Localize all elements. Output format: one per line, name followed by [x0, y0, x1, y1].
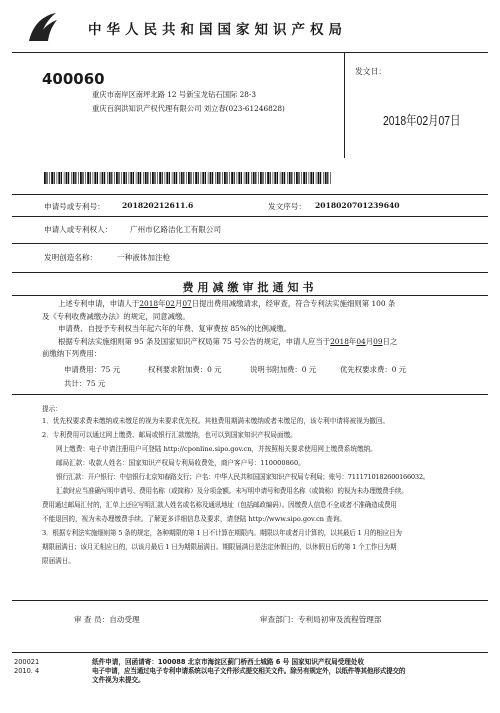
- examiner: 审 查 员：自动受理: [74, 615, 140, 624]
- footer-line-1: 纸件申请，回函请寄：100088 北京市海淀区蓟门桥西土城路 6 号 国家知识产权局受理处收: [92, 658, 365, 666]
- footer-code-1: 200021: [14, 658, 40, 666]
- send-date-divider: [344, 52, 345, 158]
- document-title: 费用减缴审批通知书: [182, 281, 318, 294]
- note-2-web: 网上缴费：电子申请注册用户可登陆 http://cponline.sipo.gov.cn，并按照相关要求使用网上缴费系统缴纳。: [56, 445, 377, 453]
- info-rule-1: [12, 194, 488, 195]
- serial-label: 发文序号：: [268, 202, 306, 211]
- note-3-line-3: 限届满日。: [42, 557, 75, 565]
- examiner-rule-bottom: [12, 652, 488, 653]
- info-rule-3: [12, 243, 488, 244]
- application-number: 201820212611.6: [122, 201, 194, 210]
- examiner-rule-top: [12, 600, 488, 601]
- footer-code-2: 2010. 4: [14, 667, 40, 675]
- fee-application: 申请费用：75 元: [64, 365, 121, 374]
- barcode: [44, 172, 334, 184]
- invention-label: 发明创造名称：: [44, 253, 98, 262]
- paragraph-2: 申请费、自授予专利权当年起六年的年费、复审费按 85%的比例减缴。: [58, 324, 292, 333]
- footer-line-3: 文件视为未提交。: [92, 676, 145, 684]
- footer-line-2: 电子申请，应当通过电子专利申请系统以电子文件形式提交相关文件。除另有规定外，以纸件等其他形式提交的: [92, 667, 406, 675]
- applicant-name: 广州市亿路洁化工有限公司: [130, 225, 222, 234]
- examining-department: 审查部门：专利局初审及流程管理部: [260, 615, 382, 624]
- fee-priority: 优先权要求费：0 元: [340, 365, 407, 374]
- fees-rule: [12, 394, 488, 395]
- note-1: 1．优先权要求费未缴纳或未缴足的视为未要求优先权。其他费用期满未缴纳或者未缴足的，该专利申请将被视为撤回。: [42, 417, 390, 425]
- fee-description: 说明书附加费：0 元: [250, 365, 317, 374]
- address-line-2: 重庆百润洪知识产权代理有限公司 刘立春(023-61246828): [92, 104, 285, 113]
- paragraph-3-line-2: 前缴纳下列费用：: [42, 349, 102, 358]
- note-2-remark-2: 费用通过邮局汇付的，汇单上还应写明汇款人姓名或名称及通讯地址（包括邮政编码）。因缴费人信息不全或者不准确造成费用: [42, 501, 397, 509]
- note-2-remark-1: 汇款时应当准确写明申请号、费用名称（或简称）及分项金额。未写明申请号和费用名称（或简称）的视为未办理缴费手续。: [56, 487, 408, 495]
- info-rule-2: [12, 216, 488, 217]
- fee-total: 共计：75 元: [64, 379, 106, 388]
- paragraph-1: 上述专利申请，申请人于2018年02月07日提出费用减缴请求，经审查，符合专利法实施细则第 100 条: [58, 299, 396, 308]
- header-title: 中华人民共和国国家知识产权局: [88, 22, 347, 38]
- paragraph-1-line-2: 及《专利收费减缴办法》的规定，同意减缴。: [42, 311, 190, 321]
- sipo-logo-icon: [26, 10, 60, 44]
- fee-claims: 权利要求附加费：0 元: [148, 365, 222, 374]
- application-number-label: 申请号或专利号：: [44, 202, 105, 211]
- note-3-line-1: 3．根据专利法实施细则第 5 条的规定，各种期限的第 1 日不计算在期限内。期限以年或者月计算的，以其最后 1 月的相应日为: [42, 529, 402, 537]
- title-rule: [12, 295, 488, 296]
- serial-number: 2018020701239640: [315, 201, 400, 210]
- note-2-post: 邮局汇款：收款人姓名：国家知识产权局专利局收费处，商户客户号：110000860。: [56, 459, 305, 467]
- send-date-value: 2018年02月07日: [383, 113, 461, 128]
- notes-heading: 提示：: [42, 405, 62, 413]
- header-rule: [12, 52, 488, 53]
- applicant-label: 申请人或专利权人：: [44, 225, 113, 234]
- paragraph-3: 根据专利法实施细则第 95 条及国家知识产权局第 75 号公告的规定，申请人应当于2018年04月09日之: [58, 336, 398, 346]
- postcode: 400060: [42, 70, 105, 88]
- note-2-remark-3: 不能退回的，视为未办理缴费手续。了解更多详细信息及要求，请登陆 http://www.sipo.gov.cn 查询。: [42, 515, 346, 523]
- invention-name: 一种液体加注枪: [117, 253, 171, 262]
- note-3-line-2: 期限届满日；该月无相应日的，以该月最后 1 日为期限届满日。期限届满日是法定休假日的，以休假日后的第 1 个工作日为期: [42, 543, 397, 551]
- send-date-label: 发文日：: [355, 67, 387, 76]
- info-rule-4: [12, 272, 488, 273]
- note-2: 2．专利费用可以通过网上缴费、邮局或银行汇款缴纳，也可以到国家知识产权局面缴。: [42, 431, 297, 439]
- address-line-1: 重庆市南岸区南坪北路 12 号新宝龙钻石国际 28-3: [92, 90, 256, 99]
- note-2-bank: 银行汇款：开户银行：中信银行北京知春路支行；户名：中华人民共和国国家知识产权局专利局；账号：7111710182600166032。: [56, 473, 430, 481]
